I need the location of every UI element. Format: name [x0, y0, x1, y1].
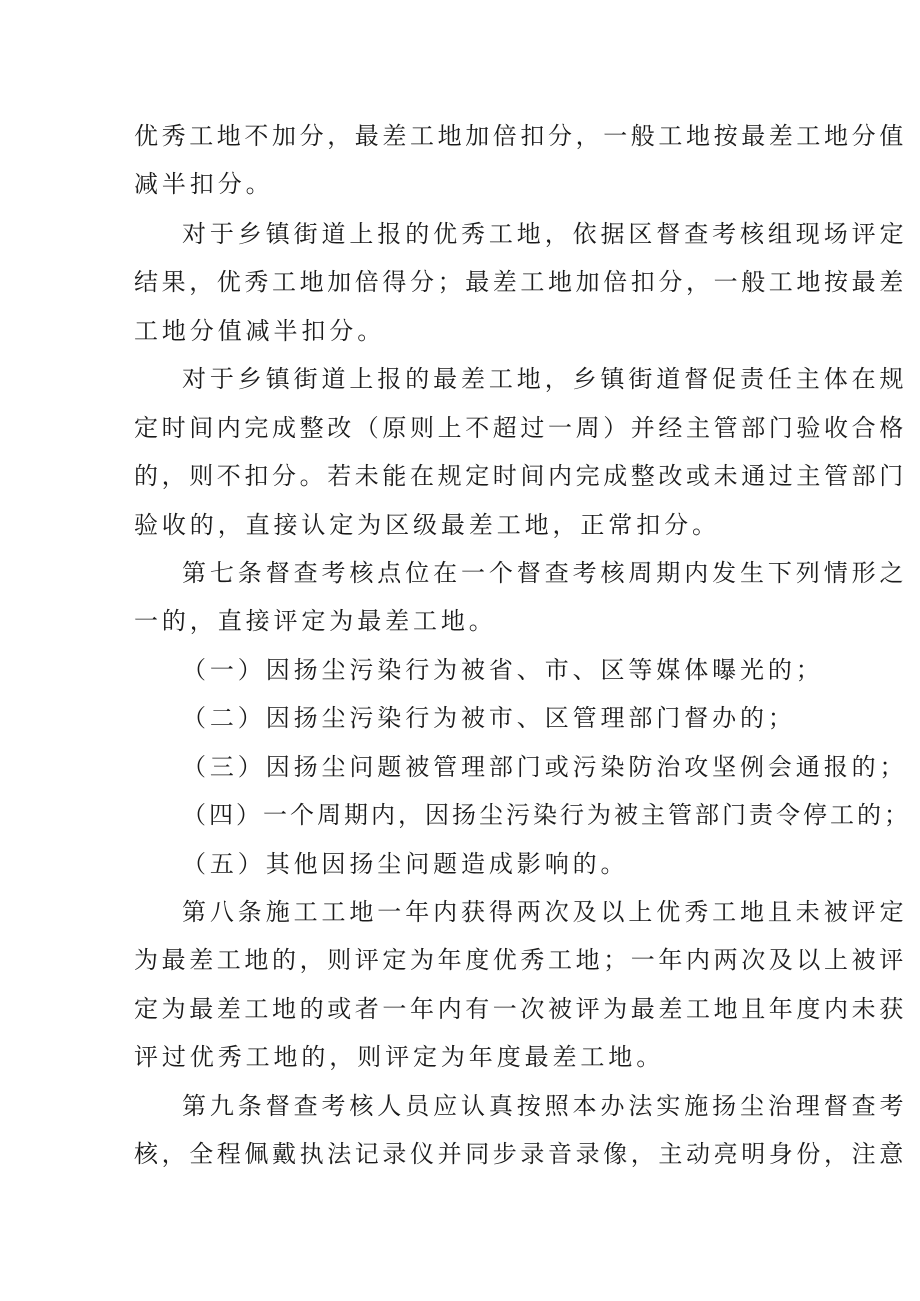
text-line: （四）一个周期内，因扬尘污染行为被主管部门责令停工的； — [182, 801, 911, 829]
text-line: 结果，优秀工地加倍得分；最差工地加倍扣分，一般工地按最差 — [134, 268, 907, 296]
text-line: 优秀工地不加分，最差工地加倍扣分，一般工地按最差工地分值 — [134, 122, 907, 150]
text-line: 第八条施工工地一年内获得两次及以上优秀工地且未被评定 — [182, 898, 908, 926]
text-line: 第九条督查考核人员应认真按照本办法实施扬尘治理督查考 — [182, 1092, 908, 1120]
text-line: 核，全程佩戴执法记录仪并同步录音录像，主动亮明身份，注意 — [134, 1140, 907, 1168]
text-line: 为最差工地的，则评定为年度优秀工地；一年内两次及以上被评 — [134, 946, 907, 974]
text-line: 对于乡镇街道上报的最差工地，乡镇街道督促责任主体在规 — [182, 365, 908, 393]
text-line: 一的，直接评定为最差工地。 — [134, 607, 497, 635]
text-line: （二）因扬尘污染行为被市、区管理部门督办的； — [182, 704, 796, 732]
text-line: 的，则不扣分。若未能在规定时间内完成整改或未通过主管部门 — [134, 462, 907, 490]
text-line: 定为最差工地的或者一年内有一次被评为最差工地且年度内未获 — [134, 995, 907, 1023]
text-line: 对于乡镇街道上报的优秀工地，依据区督查考核组现场评定 — [182, 220, 908, 248]
text-line: （三）因扬尘问题被管理部门或污染防治攻坚例会通报的； — [182, 753, 908, 781]
text-line: 验收的，直接认定为区级最差工地，正常扣分。 — [134, 511, 720, 539]
text-line: 工地分值减半扣分。 — [134, 317, 386, 345]
text-line: 第七条督查考核点位在一个督查考核周期内发生下列情形之 — [182, 559, 908, 587]
text-line: （五）其他因扬尘问题造成影响的。 — [182, 850, 629, 878]
text-line: （一）因扬尘污染行为被省、市、区等媒体曝光的； — [182, 656, 824, 684]
text-line: 定时间内完成整改（原则上不超过一周）并经主管部门验收合格 — [134, 414, 907, 442]
text-line: 评过优秀工地的，则评定为年度最差工地。 — [134, 1043, 665, 1071]
text-line: 减半扣分。 — [134, 170, 274, 198]
